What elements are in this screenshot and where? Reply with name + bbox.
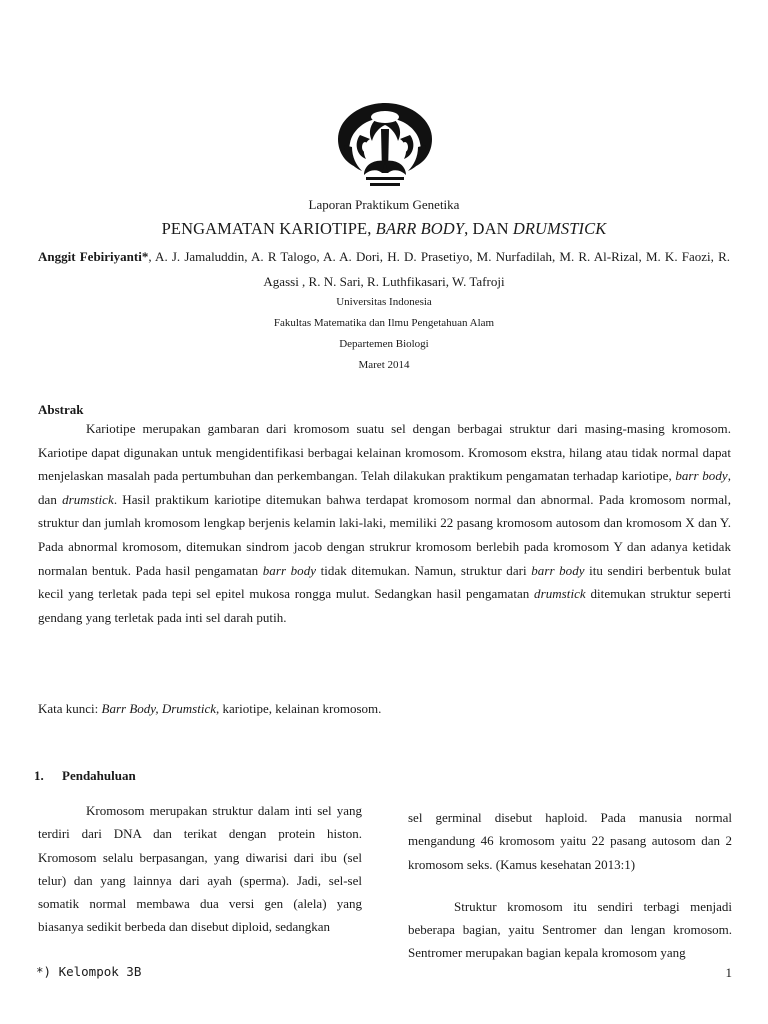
title-part: , DAN [464,219,513,238]
abstract-term: barr body [531,562,585,578]
body-paragraph: Struktur kromosom itu sendiri terbagi menjadi beberapa bagian, yaitu Sentromer dan lengan kromosom. Sentromer merupakan bagian kepala kromosom yang [408,898,732,961]
report-type: Laporan Praktikum Genetika [308,197,460,212]
abstract-text: ditemukan struktur seperti gendang yang terletak pada inti sel darah putih. [38,586,731,625]
section-heading [34,768,136,784]
abstract-paragraph [38,417,731,629]
page-number: 1 [725,965,732,980]
footnote: *) Kelompok 3B [36,964,142,979]
keywords-label: Kata kunci: [38,701,102,716]
keywords-italic: Barr Body, Drumstick [101,701,217,716]
body-column-left [38,799,362,939]
affiliation-university: Universitas Indonesia [336,296,432,308]
paper-title [0,219,768,239]
title-part-italic: DRUMSTICK [512,219,607,238]
lead-author: Anggit Febiriyanti* [38,249,149,264]
abstract-term: drumstick [62,491,114,507]
title-part: PENGAMATAN KARIOTIPE, [161,219,376,238]
body-paragraph: Kromosom merupakan struktur dalam inti sel yang terdiri dari DNA dan terikat dengan protein histon. Kromosom selalu berpasangan, yang diwarisi dari ibu (sel telur) dan yang lainnya dari ayah (sperma). Jadi, sel-sel somatik normal membawa dua versi gen (alela) yang biasanya sedikit berbeda dan disebut diploid, sedangkan [38,803,362,935]
abstract-term: barr body [675,468,728,484]
abstract-text: , dan [38,468,732,507]
abstract-text: Kariotipe merupakan gambaran dari kromosom suatu sel dengan berbagai struktur dari masing-masing kromosom. Kariotipe dapat digunakan untuk mengidentifikasi berbagai kelainan kromosom. Kromosom ekstra, hilang atau tidak normal dapat menjelaskan masalah pada pertumbuhan dan perkembangan. Telah dilakukan praktikum pengamatan terhadap kariotipe, [38,421,731,484]
university-emblem-icon [330,95,440,195]
title-part-italic: BARR BODY [375,219,465,238]
abstract-term: barr body [262,562,317,578]
author-list [38,244,730,294]
body-paragraph: sel germinal disebut haploid. Pada manusia normal mengandung 46 kromosom yaitu 22 pasang autosom dan 2 kromosom seks. (Kamus kesehatan 2013:1) [408,810,732,872]
report-date: Maret 2014 [358,359,410,371]
abstract-text: tidak ditemukan. Namun, struktur dari [316,562,532,578]
abstract-heading: Abstrak [38,402,84,417]
affiliation-department: Departemen Biologi [339,338,429,350]
body-column-right [408,806,732,965]
abstract-term: drumstick [534,586,586,602]
abstract-text: . Hasil praktikum kariotipe ditemukan bahwa terdapat kromosom normal dan abnormal. Pada kromosom normal, struktur dan jumlah kromosom lengkap berjenis kelamin laki-laki, memiliki 22 pasang kromosom autosom dan kromosom X dan Y. Pada abnormal kromosom, ditemukan sindrom jacob dengan strukrur kromosom berlebih pada kromosom Y dan adanya ketidak normalan bentuk. Pada hasil pengamatan [38,491,731,578]
keywords [38,701,381,717]
affiliation-faculty: Fakultas Matematika dan Ilmu Pengetahuan Alam [273,317,495,329]
abstract-text: itu sendiri berbentuk bulat kecil yang terletak pada tepi sel epitel mukosa rongga mulut. Sedangkan hasil pengamatan [38,562,731,602]
keywords-rest: , kariotipe, kelainan kromosom. [216,701,382,716]
section-title: Pendahuluan [62,768,136,783]
section-number: 1. [34,768,44,783]
other-authors: , A. J. Jamaluddin, A. R Talogo, A. A. Dori, H. D. Prasetiyo, M. Nurfadilah, M. R. Al-Rizal, M. K. Faozi, R. Agassi , R. N. Sari, R. Luthfikasari, W. Tafroji [148,249,730,289]
